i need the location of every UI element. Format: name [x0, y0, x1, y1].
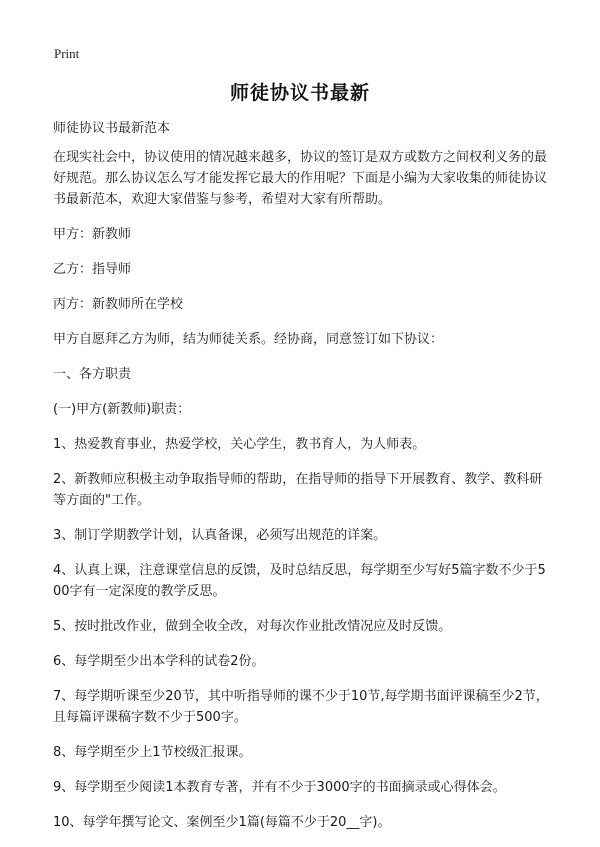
- duty-item-3: 3、制订学期教学计划，认真备课，必须写出规范的详案。: [53, 528, 387, 543]
- duty-item-4: 4、认真上课，注意课堂信息的反馈，及时总结反思，每学期至少写好5篇字数不少于500字有一定深度的教学反思。: [53, 563, 546, 599]
- intro-paragraph: 在现实社会中，协议使用的情况越来越多，协议的签订是双方或数方之间权利义务的最好规范。那么协议怎么写才能发挥它最大的作用呢？下面是小编为大家收集的师徒协议书最新范本，欢迎大家借鉴与参考，希望对大家有所帮助。: [53, 150, 548, 207]
- duty-item-2: 2、新教师应积极主动争取指导师的帮助，在指导师的指导下开展教育、教学、教科研等方面的"工作。: [53, 472, 543, 508]
- document-subtitle: 师徒协议书最新范本: [53, 121, 171, 136]
- party-b-line: 乙方：指导师: [53, 262, 132, 277]
- party-a-line: 甲方：新教师: [53, 227, 132, 242]
- duty-item-10: 10、每学年撰写论文、案例至少1篇(每篇不少于20__字)。: [53, 815, 391, 830]
- document-body: [53, 118, 553, 847]
- duty-item-7: 7、每学期听课至少20节，其中听指导师的课不少于10节,每学期书面评课稿至少2节，且每篇评课稿字数不少于500字。: [53, 689, 549, 725]
- duty-item-9: 9、每学期至少阅读1本教育专著，并有不少于3000字的书面摘录或心得体会。: [53, 780, 506, 795]
- party-c-line: 丙方：新教师所在学校: [53, 297, 184, 312]
- duty-item-6: 6、每学期至少出本学科的试卷2份。: [53, 654, 265, 669]
- agreement-statement: 甲方自愿拜乙方为师，结为师徒关系。经协商，同意签订如下协议：: [53, 332, 444, 347]
- duty-item-8: 8、每学期至少上1节校级汇报课。: [53, 745, 252, 760]
- section-heading: 一、各方职责: [53, 367, 132, 382]
- print-label: Print: [54, 46, 80, 61]
- duty-item-5: 5、按时批改作业，做到全收全改，对每次作业批改情况应及时反馈。: [53, 619, 452, 634]
- duty-item-1: 1、热爱教育事业，热爱学校，关心学生，教书育人，为人师表。: [53, 437, 426, 452]
- subsection-heading: (一)甲方(新教师)职责：: [53, 402, 191, 417]
- document-title: 师徒协议书最新: [229, 82, 370, 104]
